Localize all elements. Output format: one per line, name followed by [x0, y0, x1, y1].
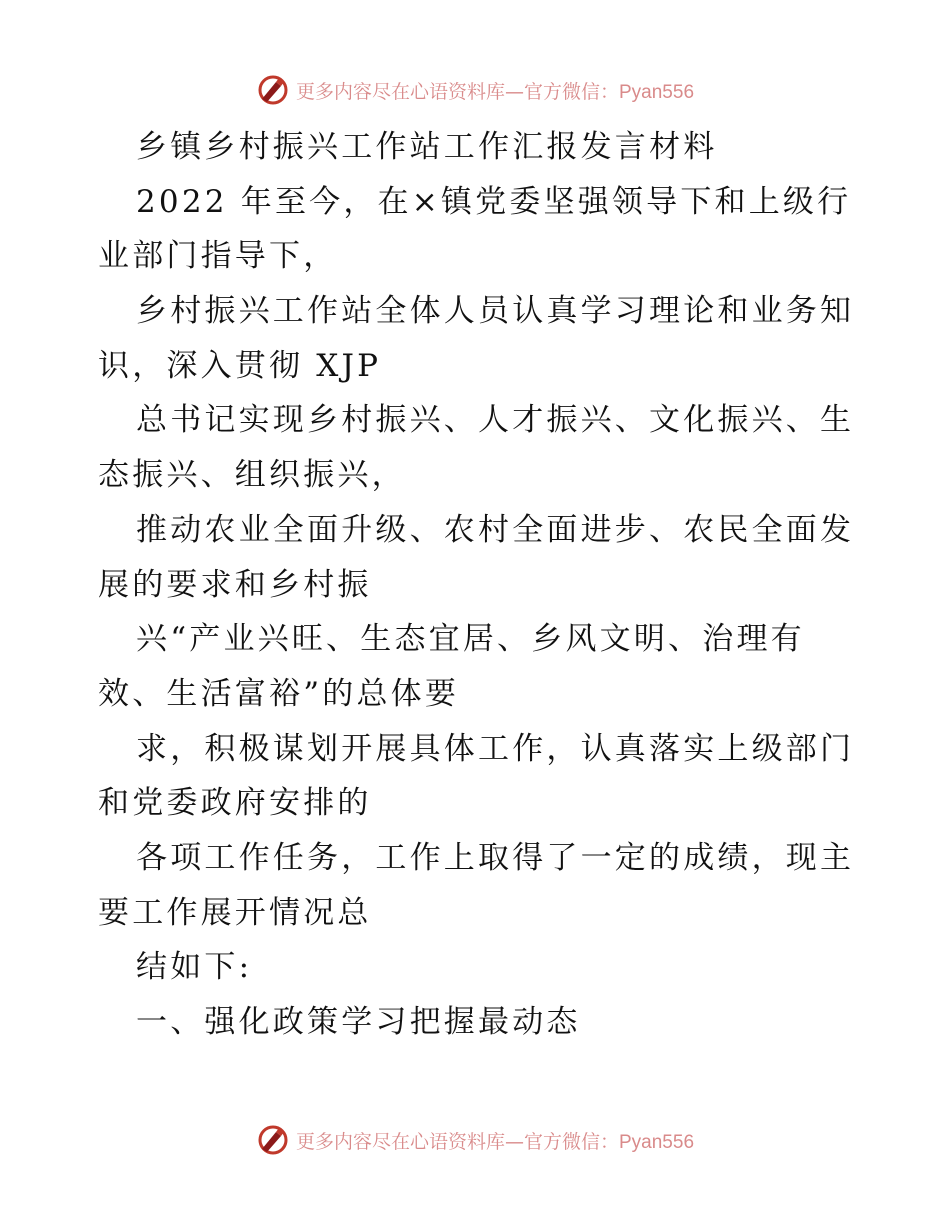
text-line: 求，积极谋划开展具体工作，认真落实上级部门	[136, 730, 855, 767]
text-line: 业部门指导下，	[98, 238, 338, 275]
text-line: 乡村振兴工作站全体人员认真学习理论和业务知	[136, 293, 855, 330]
text-line: 结如下:	[136, 949, 253, 986]
watermark-banner-top	[0, 70, 950, 110]
document-title: 乡镇乡村振兴工作站工作汇报发言材料	[136, 129, 718, 165]
watermark-text	[296, 1127, 694, 1154]
watermark-label: 更多内容尽在心语资料库—官方微信：	[295, 80, 619, 103]
text-line: 效、生活富裕”的总体要	[98, 675, 460, 712]
text-line: 和党委政府安排的	[98, 785, 372, 822]
text-line: 2022 年至今，在×镇党委坚强领导下和上级行	[136, 183, 852, 220]
text-line: 各项工作任务，工作上取得了一定的成绩，现主	[136, 839, 855, 876]
text-line: 要工作展开情况总	[98, 894, 372, 931]
watermark-banner-bottom	[0, 1120, 950, 1160]
watermark-wechat: Pyan556	[619, 1131, 695, 1153]
pen-logo-icon	[256, 73, 290, 107]
text-line: 兴“产业兴旺、生态宜居、乡风文明、治理有	[136, 621, 805, 658]
text-line: 识，深入贯彻 XJP	[98, 347, 382, 384]
pen-logo-icon	[256, 1123, 290, 1157]
document-body	[98, 120, 858, 1050]
text-line: 态振兴、组织振兴，	[98, 457, 406, 494]
watermark-wechat: Pyan556	[619, 81, 695, 103]
text-line: 展的要求和乡村振	[98, 566, 372, 603]
section-heading: 一、强化政策学习把握最动态	[136, 1004, 581, 1040]
text-line: 推动农业全面升级、农村全面进步、农民全面发	[136, 511, 855, 548]
text-line: 总书记实现乡村振兴、人才振兴、文化振兴、生	[136, 402, 855, 439]
watermark-text	[296, 77, 694, 104]
watermark-label: 更多内容尽在心语资料库—官方微信：	[295, 1130, 619, 1153]
